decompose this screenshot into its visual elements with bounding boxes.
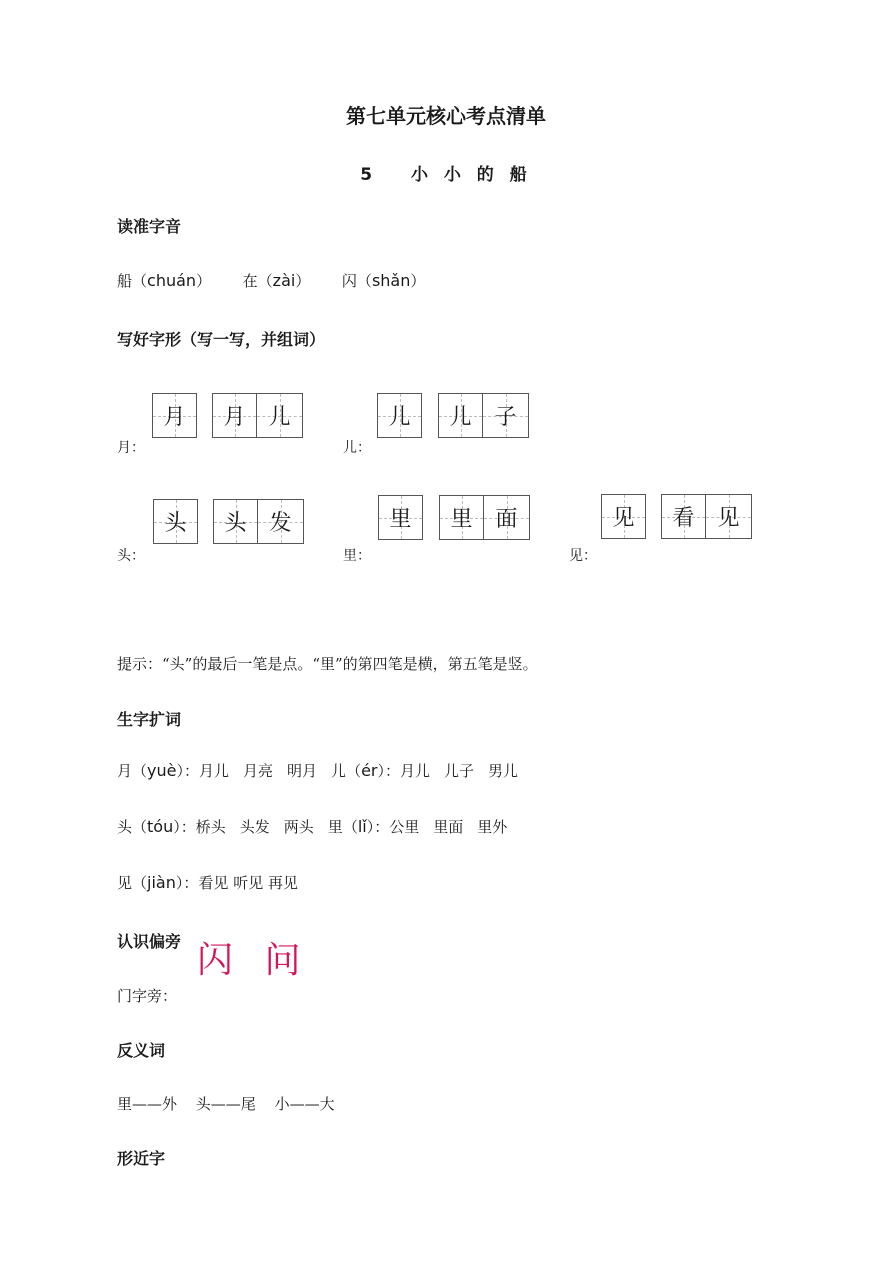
pron-item: 船（chuán） (117, 271, 212, 290)
grid-cell: 面 (484, 495, 530, 540)
section-heading-expansion: 生字扩词 (117, 710, 182, 729)
page-title: 第七单元核心考点清单 (346, 104, 546, 128)
pron-item: 在（zài） (242, 271, 311, 290)
grid-cell: 儿 (257, 393, 303, 438)
grid-cell: 发 (258, 499, 304, 544)
grid-cell: 头 (213, 499, 258, 544)
grid-cell: 月 (212, 393, 257, 438)
writing-grid-word (439, 495, 530, 540)
writing-grid-word (213, 499, 304, 544)
expansion-line: 月（yuè）：月儿 月亮 明月 儿（ér）：月儿 儿子 男儿 (117, 761, 519, 780)
writing-label: 儿： (343, 440, 371, 456)
grid-cell: 里 (439, 495, 484, 540)
grid-cell: 子 (483, 393, 529, 438)
section-heading-writing: 写好字形（写一写，并组词） (117, 330, 326, 349)
writing-label: 里： (343, 548, 371, 564)
radical-label: 门字旁： (117, 987, 178, 1005)
expansion-line: 见（jiàn）：看见 听见 再见 (117, 873, 298, 892)
writing-grid-word (661, 494, 752, 539)
grid-cell: 里 (378, 495, 423, 540)
section-heading-pronunciation: 读准字音 (117, 217, 182, 236)
antonym-pair: 小——大 (274, 1095, 335, 1113)
writing-grid-word (212, 393, 303, 438)
writing-grid-single (378, 495, 423, 540)
writing-grid-word (438, 393, 529, 438)
radical-example-chars: 闪 问 (197, 940, 311, 981)
grid-cell: 见 (601, 494, 646, 539)
section-heading-antonyms: 反义词 (117, 1041, 166, 1060)
antonym-pair: 里——外 (117, 1095, 178, 1113)
writing-grid-single (152, 393, 197, 438)
writing-grid-single (601, 494, 646, 539)
antonym-pair: 头——尾 (195, 1095, 256, 1113)
writing-grid-single (377, 393, 422, 438)
grid-cell: 儿 (377, 393, 422, 438)
antonym-line (117, 1093, 335, 1114)
writing-tip: 提示：“头”的最后一笔是点。“里”的第四笔是横，第五笔是竖。 (117, 655, 538, 673)
lesson-number: 5 (360, 165, 378, 185)
writing-label: 月： (117, 440, 145, 456)
section-heading-radical: 认识偏旁 (117, 932, 182, 951)
writing-label: 见： (569, 548, 597, 564)
lesson-name: 小 小 的 船 (410, 165, 532, 185)
writing-label: 头： (117, 548, 145, 564)
grid-cell: 月 (152, 393, 197, 438)
lesson-title (0, 160, 892, 185)
pronunciation-line (117, 270, 425, 291)
expansion-line: 头（tóu）：桥头 头发 两头 里（lǐ）：公里 里面 里外 (117, 817, 508, 836)
grid-cell: 头 (153, 499, 198, 544)
grid-cell: 儿 (438, 393, 483, 438)
grid-cell: 见 (706, 494, 752, 539)
grid-cell: 看 (661, 494, 706, 539)
writing-grid-single (153, 499, 198, 544)
pron-item: 闪（shǎn） (341, 271, 426, 290)
section-heading-similar: 形近字 (117, 1149, 166, 1168)
